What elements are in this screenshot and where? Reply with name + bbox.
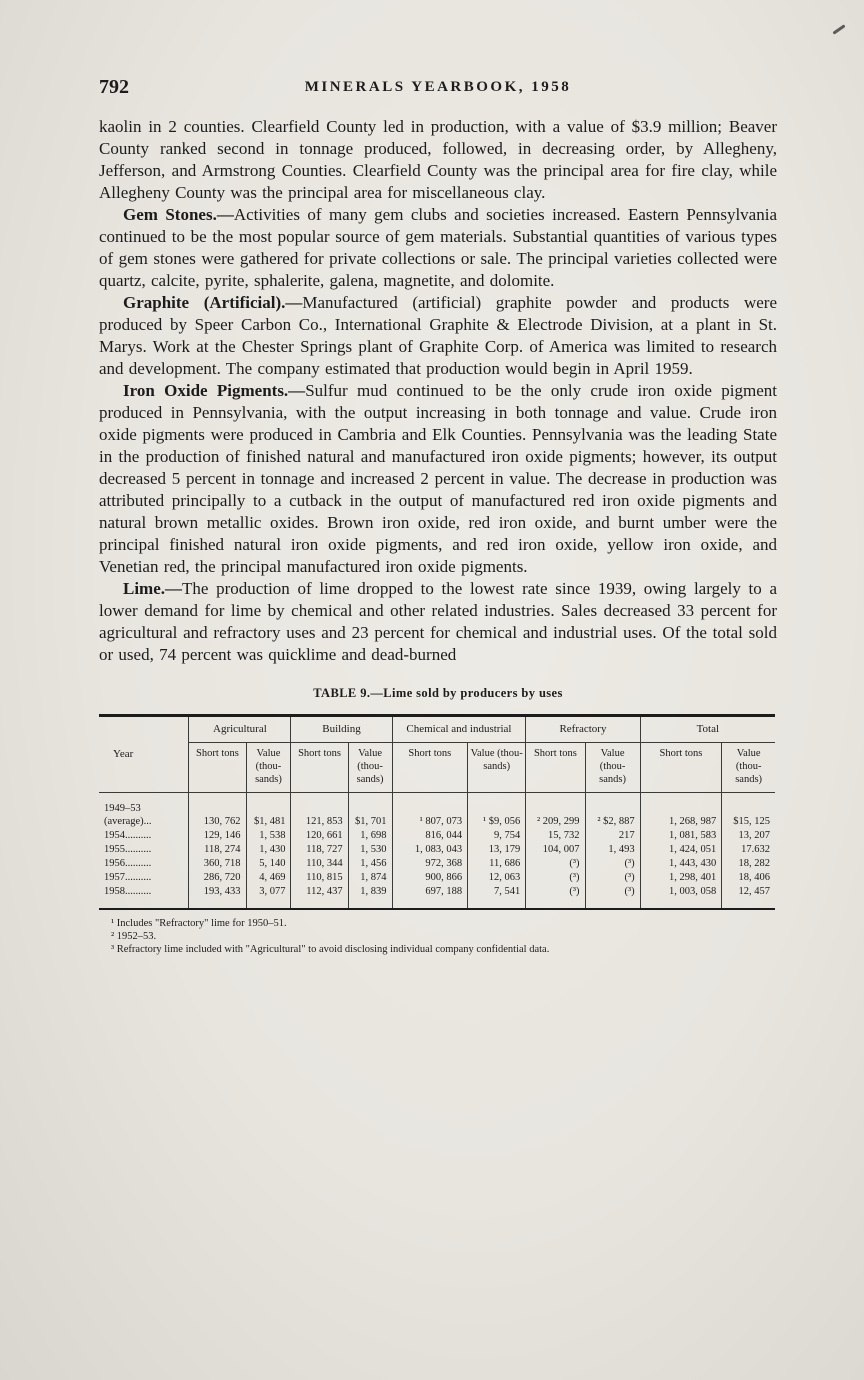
table-row xyxy=(99,829,775,843)
table-row xyxy=(99,871,775,885)
cell: 7, 541 xyxy=(468,885,526,909)
table-subheader-row xyxy=(99,743,775,793)
col-subheader-short-tons: Short tons xyxy=(392,743,468,793)
cell: (³) xyxy=(526,857,585,871)
cell: 110, 344 xyxy=(291,857,348,871)
col-group-building: Building xyxy=(291,716,392,743)
cell: 1, 839 xyxy=(348,885,392,909)
cell: ¹ $9, 056 xyxy=(468,793,526,830)
cell: 104, 007 xyxy=(526,843,585,857)
cell: 112, 437 xyxy=(291,885,348,909)
cell: 1, 083, 043 xyxy=(392,843,468,857)
col-subheader-value: Value (thou-sands) xyxy=(246,743,291,793)
cell: 217 xyxy=(585,829,640,843)
cell: 121, 853 xyxy=(291,793,348,830)
cell: 1, 456 xyxy=(348,857,392,871)
cell: 11, 686 xyxy=(468,857,526,871)
col-subheader-value: Value (thou-sands) xyxy=(348,743,392,793)
cell: 5, 140 xyxy=(246,857,291,871)
cell: 1, 493 xyxy=(585,843,640,857)
col-group-agricultural: Agricultural xyxy=(189,716,291,743)
paragraph-lead: Lime.— xyxy=(123,579,183,598)
paragraph-gem-stones xyxy=(99,204,777,292)
cell: 4, 469 xyxy=(246,871,291,885)
cell: 118, 274 xyxy=(189,843,246,857)
cell: 1, 530 xyxy=(348,843,392,857)
col-group-total: Total xyxy=(640,716,775,743)
cell: 972, 368 xyxy=(392,857,468,871)
cell: 1, 874 xyxy=(348,871,392,885)
cell: (³) xyxy=(526,885,585,909)
cell: 12, 457 xyxy=(722,885,775,909)
col-subheader-value: Value (thou-sands) xyxy=(722,743,775,793)
cell: 286, 720 xyxy=(189,871,246,885)
paragraph-text: Activities of many gem clubs and societies increased. Eastern Pennsylvania continued to be the most popular source of gem materials. Substantial quantities of various types of gem stones were gathered for private collections or sale. The principal varieties collected were quartz, calcite, pyrite, sphalerite, galena, magnetite, and dolomite. xyxy=(99,205,777,290)
col-subheader-short-tons: Short tons xyxy=(526,743,585,793)
cell: 15, 732 xyxy=(526,829,585,843)
year-cell: 1958.......... xyxy=(104,886,152,897)
year-cell: 1956.......... xyxy=(104,858,152,869)
cell: $1, 701 xyxy=(348,793,392,830)
cell: 1, 698 xyxy=(348,829,392,843)
col-subheader-short-tons: Short tons xyxy=(189,743,246,793)
cell: ¹ 807, 073 xyxy=(392,793,468,830)
cell: 1, 443, 430 xyxy=(640,857,722,871)
cell: 13, 207 xyxy=(722,829,775,843)
cell: (³) xyxy=(585,871,640,885)
cell: 3, 077 xyxy=(246,885,291,909)
cell: 193, 433 xyxy=(189,885,246,909)
col-subheader-short-tons: Short tons xyxy=(640,743,722,793)
table-title: TABLE 9.—Lime sold by producers by uses xyxy=(313,686,563,700)
year-cell: 1954.......... xyxy=(104,830,152,841)
table-row xyxy=(99,885,775,909)
cell: 110, 815 xyxy=(291,871,348,885)
cell: 360, 718 xyxy=(189,857,246,871)
cell: 1, 003, 058 xyxy=(640,885,722,909)
cell: (³) xyxy=(585,885,640,909)
paragraph-text: Manufactured (artificial) graphite powder and products were produced by Speer Carbon Co., International Graphite & Electrode Division, at a plant in St. Marys. Work at the Chester Springs plant of Graphite Corp. of America was limited to research and development. The company estimated that production would begin in April 1959. xyxy=(99,293,778,378)
cell: 816, 044 xyxy=(392,829,468,843)
cell: ² 209, 299 xyxy=(526,793,585,830)
col-group-refractory: Refractory xyxy=(526,716,640,743)
col-subheader-short-tons: Short tons xyxy=(291,743,348,793)
cell: 1, 424, 051 xyxy=(640,843,722,857)
paragraph-text: kaolin in 2 counties. Clearfield County led in production, with a value of $3.9 million; Beaver County ranked second in tonnage produced, followed, in decreasing order, by Allegheny, Jefferson, and Armstrong Counties. Clearfield County was the principal area for fire clay, while Allegheny County was the principal area for miscellaneous clay. xyxy=(99,117,777,202)
cell: $15, 125 xyxy=(722,793,775,830)
cell: 12, 063 xyxy=(468,871,526,885)
paragraph-lime xyxy=(99,578,777,666)
table-section xyxy=(99,686,777,956)
table-group-header-row xyxy=(99,716,775,743)
table-footnotes xyxy=(99,917,775,956)
col-subheader-value: Value (thou-sands) xyxy=(585,743,640,793)
cell: 900, 866 xyxy=(392,871,468,885)
year-cell: 1949–53 (average)... xyxy=(104,803,152,827)
cell: 18, 282 xyxy=(722,857,775,871)
table-row xyxy=(99,843,775,857)
cell: 9, 754 xyxy=(468,829,526,843)
col-subheader-value: Value (thou-sands) xyxy=(468,743,526,793)
cell: 129, 146 xyxy=(189,829,246,843)
cell: 130, 762 xyxy=(189,793,246,830)
lime-sales-table xyxy=(99,714,775,910)
paragraph-lead: Gem Stones.— xyxy=(123,205,234,224)
table-row xyxy=(99,793,775,830)
scan-artifact xyxy=(832,24,845,34)
paragraph-lead: Graphite (Artificial).— xyxy=(123,293,303,312)
paragraph-graphite xyxy=(99,292,777,380)
cell: 118, 727 xyxy=(291,843,348,857)
cell: (³) xyxy=(526,871,585,885)
page-content xyxy=(99,0,777,956)
footnote-1: ¹ Includes "Refractory" lime for 1950–51. xyxy=(111,918,287,929)
cell: 18, 406 xyxy=(722,871,775,885)
footnote-3: ³ Refractory lime included with "Agricultural" to avoid disclosing individual company confidential data. xyxy=(111,944,550,955)
cell: $1, 481 xyxy=(246,793,291,830)
cell: 120, 661 xyxy=(291,829,348,843)
running-head-title: MINERALS YEARBOOK, 1958 xyxy=(304,79,572,95)
year-cell: 1957.......... xyxy=(104,872,152,883)
page-number: 792 xyxy=(99,76,129,98)
paragraph-text: Sulfur mud continued to be the only crude iron oxide pigment produced in Pennsylvania, with the output increasing in both tonnage and value. Crude iron oxide pigments were produced in Cambria and Elk Counties. Pennsylvania was the leading State in the production of finished natural and manufactured iron oxide pigments; however, its output decreased 5 percent in tonnage and increased 2 percent in value. The decrease in production was attributed principally to a cutback in the output of manufactured red iron oxide pigments and natural brown metallic oxides. Brown iron oxide, red iron oxide, and burnt umber were the principal finished natural iron oxide pigments, and red iron oxide, yellow iron oxide, and Venetian red, the principal manufactured iron oxide pigments. xyxy=(99,381,777,576)
page-header xyxy=(99,76,777,102)
table-row xyxy=(99,857,775,871)
col-header-year: Year xyxy=(99,716,189,793)
cell: 17.632 xyxy=(722,843,775,857)
cell: ² $2, 887 xyxy=(585,793,640,830)
year-cell: 1955.......... xyxy=(104,844,152,855)
cell: (³) xyxy=(585,857,640,871)
cell: 697, 188 xyxy=(392,885,468,909)
cell: 1, 430 xyxy=(246,843,291,857)
cell: 1, 298, 401 xyxy=(640,871,722,885)
cell: 1, 538 xyxy=(246,829,291,843)
footnote-2: ² 1952–53. xyxy=(111,931,157,942)
cell: 1, 268, 987 xyxy=(640,793,722,830)
body-text xyxy=(99,116,777,666)
cell: 13, 179 xyxy=(468,843,526,857)
col-group-chemical-industrial: Chemical and industrial xyxy=(392,716,526,743)
paragraph-iron-oxide xyxy=(99,380,777,578)
paragraph-lead: Iron Oxide Pigments.— xyxy=(123,381,306,400)
paragraph-kaolin xyxy=(99,116,777,204)
cell: 1, 081, 583 xyxy=(640,829,722,843)
paragraph-text: The production of lime dropped to the lowest rate since 1939, owing largely to a lower demand for lime by chemical and other related industries. Sales decreased 33 percent for agricultural and refractory uses and 23 percent for chemical and industrial uses. Of the total sold or used, 74 percent was quicklime and dead-burned xyxy=(99,579,777,664)
